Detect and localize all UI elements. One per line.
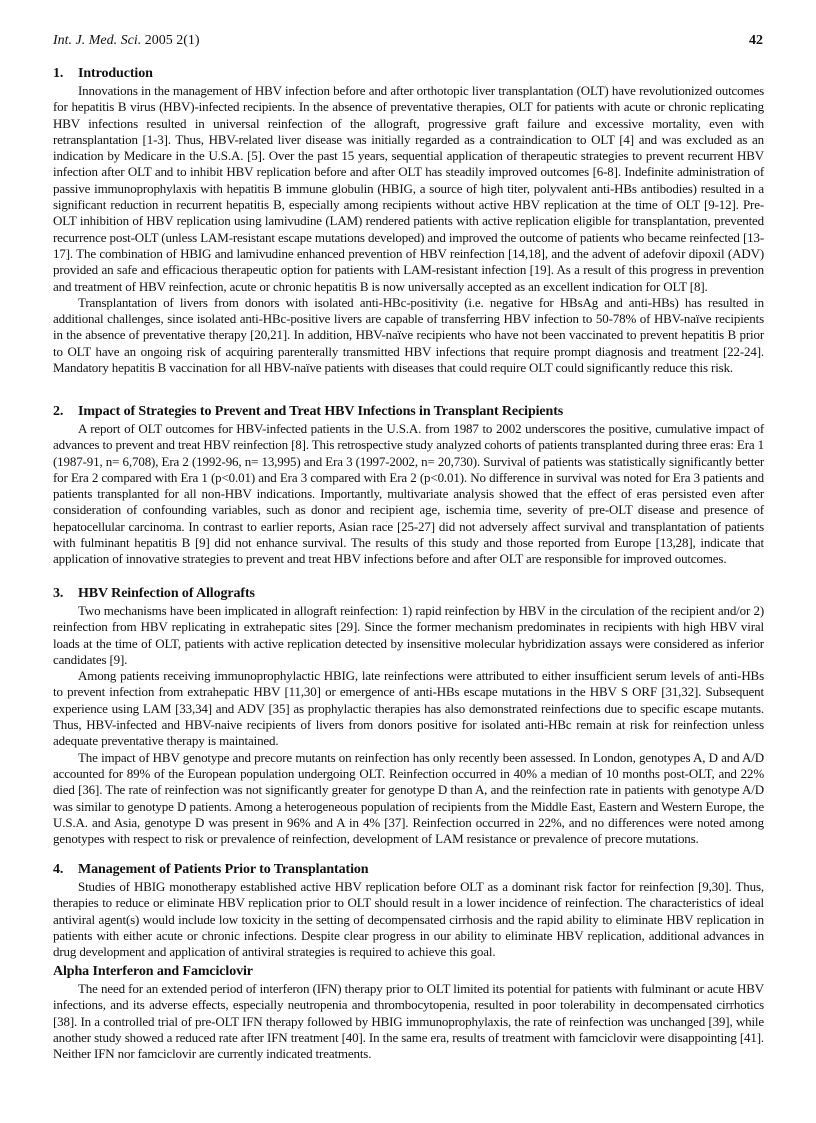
section-title: Introduction [78,66,153,81]
page-number: 42 [749,33,763,48]
section-hbv-reinfection [53,585,764,847]
journal-name: Int. J. Med. Sci. [53,33,142,48]
section-number: 2. [53,404,64,419]
paragraph: Innovations in the management of HBV infection before and after orthotopic liver transplantation (OLT) have revolutionized outcomes for hepatitis B virus (HBV)-infected recipients. In the absence of preventative therapies, OLT for patients with acute or chronic replicating HBV infections resulted in universal reinfection of the allograft, progressive graft failure and excessive mortality, even with retransplantation [1-3]. Thus, HBV-related liver disease was initially regarded as a contraindication to OLT [4] and was excluded as an indication by Medicare in the U.S.A. [5]. Over the past 15 years, sequential application of therapeutic strategies to prevent recurrent HBV infection after OLT and to inhibit HBV replication before and after OLT has steadily improved outcomes [6-8]. Indefinite administration of passive immunoprophylaxis with hepatitis B immune globulin (HBIG, a source of high titer, polyvalent anti-HBs antibodies) resulted in a significant reduction in recurrent hepatitis B, especially among recipients without active HBV replication at the time of OLT [9-12]. Pre-OLT inhibition of HBV replication using lamivudine (LAM) rendered patients with active replication eligible for transplantation, prevented recurrence post-OLT (unless LAM-resistant escape mutations developed) and improved the outcome of patients who became reinfected [13-17]. The combination of HBIG and lamivudine enhanced prevention of HBV reinfection [14,18], and the advent of adefovir dipoxil (ADV) provided an safe and efficacious therapeutic option for patients with LAM-resistant infection [19]. As a result of this progress in prevention and treatment of HBV reinfection, acute or chronic hepatitis B is now universally accepted as an excellent indication for OLT [8]. [53,83,764,294]
section-heading [53,65,764,83]
section-management-prior [53,861,764,960]
running-header [53,33,763,49]
paragraph: Transplantation of livers from donors with isolated anti-HBc-positivity (i.e. negative for HBsAg and anti-HBs) has resulted in additional challenges, since isolated anti-HBc-positive livers are capable of transferring HBV infection to 50-78% of HBV-naïve recipients in the absence of preventative therapy [20,21]. In addition, HBV-naïve recipients who have not been vaccinated to prevent hepatitis B prior to OLT have an ongoing risk of acquiring parenterally transmitted HBV infections that require prompt diagnosis and treatment [22-24]. Mandatory hepatitis B vaccination for all HBV-naïve patients with diseases that could require OLT could significantly reduce this risk. [53,294,764,376]
journal-year-issue: 2005 2(1) [144,33,200,48]
paragraph: Two mechanisms have been implicated in allograft reinfection: 1) rapid reinfection by HBV in the circulation of the recipient and/or 2) reinfection from HBV replicating in extrahepatic sites [29]. Since the former mechanism predominates in recipients with high HBV viral loads at the time of OLT, patients with active replication detected by insensitive molecular hybridization assays were considered as inferior candidates [9]. [53,603,764,667]
section-number: 1. [53,66,64,81]
section-title: HBV Reinfection of Allografts [78,586,255,601]
subsection-heading: Alpha Interferon and Famciclovir [53,964,253,979]
paragraph: A report of OLT outcomes for HBV-infected patients in the U.S.A. from 1987 to 2002 underscores the positive, cumulative impact of advances to prevent and treat HBV reinfection [8]. This retrospective study analyzed cohorts of patients transplanted during three eras: Era 1 (1987-91, n= 6,708), Era 2 (1992-96, n= 13,995) and Era 3 (1997-2002, n= 20,730). Survival of patients was statistically significantly better for Era 2 compared with Era 1 (p<0.01) and Era 3 compared with Era 2 (p<0.01). No difference in survival was noted for Era 3 patients and patients transplanted for all non-HBV indications. Importantly, multivariate analysis showed that the effect of eras persisted even after consideration of confounding variables, such as donor and recipient age, ischemia time, severity of pre-OLT disease and presence of hepatocellular carcinoma. In contrast to earlier reports, Asian race [25-27] did not adversely affect survival and transplantation of patients with fulminant hepatitis B [9] did not enhance survival. The results of this study and those reported from Europe [13,28], indicate that application of innovative strategies to prevent and treat HBV infections before and after OLT are responsible for improved outcomes. [53,421,764,567]
section-number: 3. [53,586,64,601]
section-number: 4. [53,862,64,877]
section-heading [53,861,764,879]
subsection-interferon-famciclovir [53,963,764,1062]
section-heading [53,585,764,603]
paragraph: The impact of HBV genotype and precore mutants on reinfection has only recently been assessed. In London, genotypes A, D and A/D accounted for 89% of the European population undergoing OLT. Reinfection occurred in 40% a median of 10 months post-OLT, and 22% died [36]. The rate of reinfection was not significantly greater for genotype D than A, and the reinfection rate in patients with genotype A/D was similar to genotype D patients. Among a heterogeneous population of recipients from the Middle East, Eastern and Western Europe, the U.S.A. and Asia, genotype D was present in 96% and A in 4% [37]. Reinfection occurred in 22%, and no differences were noted among genotypes with respect to risk or prevalence of reinfection, development of LAM resistance or prevalence of precore mutations. [53,749,764,847]
section-title: Management of Patients Prior to Transplantation [78,862,369,877]
paragraph: Studies of HBIG monotherapy established active HBV replication before OLT as a dominant risk factor for reinfection [9,30]. Thus, therapies to reduce or eliminate HBV replication prior to OLT should result in a lower incidence of reinfection. The characteristics of ideal antiviral agent(s) would include low toxicity in the setting of decompensated cirrhosis and the rapid ability to eliminate HBV replication in patients with either acute or chronic infections. Despite clear progress in our ability to eliminate HBV replication, additional advances in drug development and application of antiviral strategies is required to achieve this goal. [53,879,764,960]
section-impact-of-strategies [53,403,764,568]
section-title: Impact of Strategies to Prevent and Treat HBV Infections in Transplant Recipients [78,404,564,419]
section-introduction [53,65,764,376]
paragraph: Among patients receiving immunoprophylactic HBIG, late reinfections were attributed to either insufficient serum levels of anti-HBs to prevent infection from extrahepatic HBV [11,30] or emergence of anti-HBs escape mutations in the HBV S ORF [31,32]. Subsequent experience using LAM [33,34] and ADV [35] as prophylactic therapies has also demonstrated reinfections due to specific escape mutants. Thus, HBV-infected and HBV-naive recipients of livers from donors positive for isolated anti-HBc remain at risk for reinfection unless adequate preventative therapy is maintained. [53,668,764,749]
paragraph: The need for an extended period of interferon (IFN) therapy prior to OLT limited its potential for patients with fulminant or acute HBV infections, and its adverse effects, especially neutropenia and thrombocytopenia, resulted in poor tolerability in decompensated cirrhotics [38]. In a controlled trial of pre-OLT IFN therapy followed by HBIG immunoprophylaxis, the rate of reinfection was unchanged [39], while another study showed a reduced rate after IFN treatment [40]. In the same era, results of treatment with famciclovir were disappointing [41]. Neither IFN nor famciclovir are currently indicated treatments. [53,981,764,1062]
section-heading [53,403,764,421]
